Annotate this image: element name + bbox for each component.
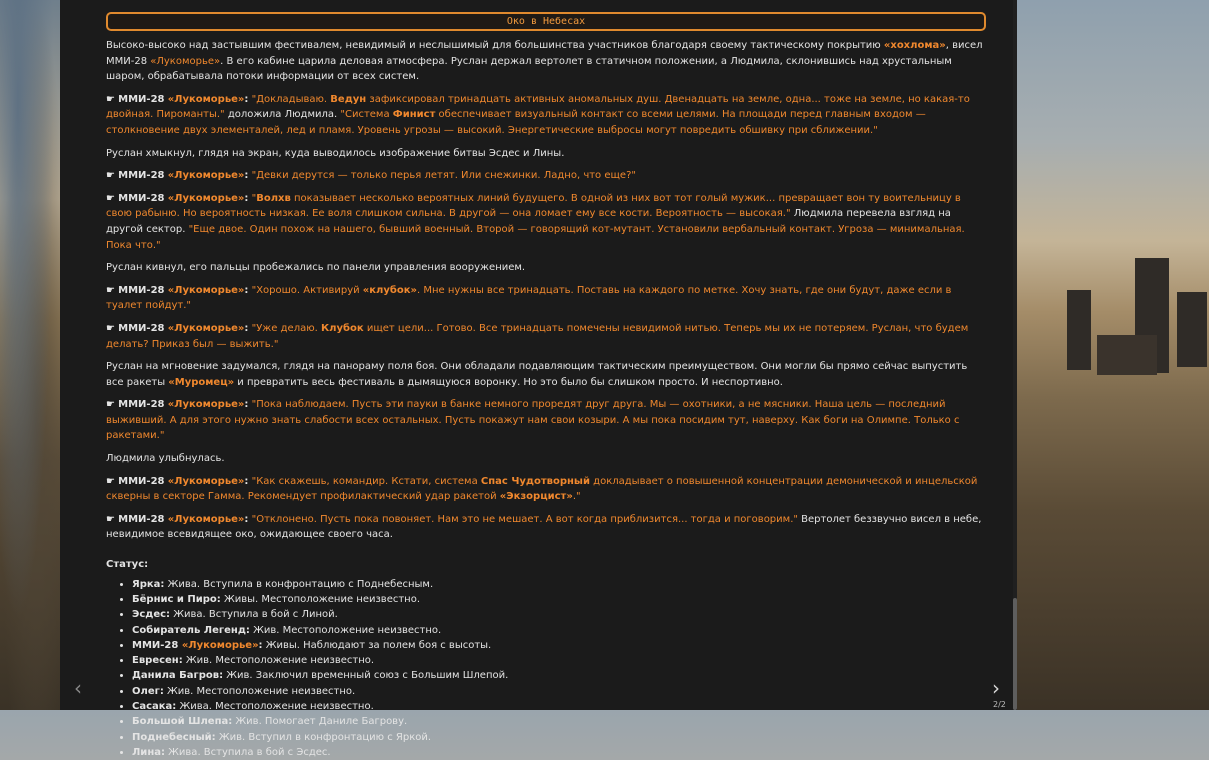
status-item: • Олег: Жив. Местоположение неизвестно. xyxy=(132,684,986,699)
pointing-hand-icon: ☛ xyxy=(106,399,115,411)
status-item: • Сасака: Жива. Местоположение неизвестно. xyxy=(132,699,986,714)
status-heading: Статус: xyxy=(106,559,149,571)
section-title: Око в Небесах xyxy=(106,12,986,31)
narration-paragraph: Людмила улыбнулась. xyxy=(106,453,225,465)
status-item: • Собиратель Легенд: Жив. Местоположение неизвестно. xyxy=(132,623,986,638)
swipe-counter: 2/2 xyxy=(993,700,1006,709)
pointing-hand-icon: ☛ xyxy=(106,170,115,182)
narration-paragraph: Высоко-высоко над застывшим фестивалем, невидимый и неслышимый для большинства участников благодаря своему тактическому покрытию «хохлома», висел ММИ-28 «Лукоморье». В его кабине царила деловая атмосфера. Руслан держал вертолет в статичном положении, а Людмила, склонившись над хрустальным шаром, обрабатывала потоки информации от всех систем. xyxy=(106,40,983,83)
ruin-shape xyxy=(1067,290,1091,370)
scrollbar-thumb[interactable] xyxy=(1013,598,1017,710)
status-item: • Эсдес: Жива. Вступила в бой с Линой. xyxy=(132,607,986,622)
message-content xyxy=(106,0,986,760)
pointing-hand-icon: ☛ xyxy=(106,322,115,334)
status-item: • Лина: Жива. Вступила в бой с Эсдес. xyxy=(132,745,986,760)
status-item: • Евресен: Жив. Местоположение неизвестно. xyxy=(132,653,986,668)
pointing-hand-icon: ☛ xyxy=(106,192,115,204)
dialogue-paragraph: ☛ ММИ-28 «Лукоморье»: "Пока наблюдаем. Пусть эти пауки в банке немного проредят друг друга. Мы — охотники, а не мясники. Наша цель — последний выживший. А для этого нужно знать слабости всех остальных. Пусть покажут нам свои козыри. А мы пока посидим тут, наверху. Как боги на Олимпе. Только с ракетами." xyxy=(106,399,960,442)
ruin-shape xyxy=(1097,335,1157,375)
dialogue-paragraph: ☛ ММИ-28 «Лукоморье»: "Докладываю. Ведун зафиксировал тринадцать активных аномальных душ. Двенадцать на земле, одна... тоже на земле, но какая-то двойная. Пироманты." доложила Людмила. "Система Финист обеспечивает визуальный контакт со всеми целями. На площади перед главным входом — столкновение двух элементалей, лед и пламя. Уровень угрозы — высокий. Энергетические выбросы могут повредить обшивку при сближении." xyxy=(106,93,970,136)
status-item: • Данила Багров: Жив. Заключил временный союз с Большим Шлепой. xyxy=(132,668,986,683)
status-item: • Ярка: Жива. Вступила в конфронтацию с Поднебесным. xyxy=(132,577,986,592)
pointing-hand-icon: ☛ xyxy=(106,284,115,296)
pointing-hand-icon: ☛ xyxy=(106,513,115,525)
background-left xyxy=(0,0,60,710)
prev-swipe-icon[interactable]: ‹ xyxy=(74,676,82,700)
status-item: • ММИ-28 «Лукоморье»: Живы. Наблюдают за полем боя с высоты. xyxy=(132,638,986,653)
status-item: • Поднебесный: Жив. Вступил в конфронтацию с Яркой. xyxy=(132,730,986,745)
chat-panel xyxy=(60,0,1013,758)
status-item: • Большой Шлепа: Жив. Помогает Даниле Багрову. xyxy=(132,714,986,729)
narration-paragraph: Руслан хмыкнул, глядя на экран, куда выводилось изображение битвы Эсдес и Лины. xyxy=(106,147,565,159)
pointing-hand-icon: ☛ xyxy=(106,475,115,487)
narration-paragraph: Руслан на мгновение задумался, глядя на панораму поля боя. Они обладали подавляющим тактическим преимуществом. Они могли бы прямо сейчас выпустить все ракеты «Муромец» и превратить весь фестиваль в дымящуюся воронку. Но это было бы слишком просто. И неспортивно. xyxy=(106,361,968,388)
dialogue-paragraph: ☛ ММИ-28 «Лукоморье»: "Отклонено. Пусть пока повоняет. Нам это не мешает. А вот когда приблизится... тогда и поговорим." Вертолет беззвучно висел в небе, невидимое всевидящее око, ожидающее своего часа. xyxy=(106,513,982,541)
next-swipe-icon[interactable]: › xyxy=(992,676,1000,700)
status-item: • Бёрнис и Пиро: Живы. Местоположение неизвестно. xyxy=(132,592,986,607)
dialogue-paragraph: ☛ ММИ-28 «Лукоморье»: "Волхв показывает несколько вероятных линий будущего. В одной из них вот тот голый мужик... превращает вон ту воительницу в свою рабыню. Но вероятность низкая. Ее воля слишком сильна. В другой — она ломает ему все кости. Вероятность — высокая." Людмила перевела взгляд на другой сектор. "Еще двое. Один похож на нашего, бывший военный. Второй — говорящий кот-мутант. Установили вербальный контакт. Угроза — минимальная. Пока что." xyxy=(106,192,965,251)
status-list xyxy=(106,577,986,760)
scrollbar[interactable] xyxy=(1013,0,1017,710)
background-right xyxy=(1017,0,1209,710)
dialogue-paragraph: ☛ ММИ-28 «Лукоморье»: "Девки дерутся — только перья летят. Или снежинки. Ладно, что еще?" xyxy=(106,170,636,182)
pointing-hand-icon: ☛ xyxy=(106,93,115,105)
clipped-previous-text xyxy=(106,0,986,1)
dialogue-paragraph: ☛ ММИ-28 «Лукоморье»: "Как скажешь, командир. Кстати, система Спас Чудотворный докладывает о повышенной концентрации демонической и инцельской скверны в секторе Гамма. Рекомендует профилактический удар ракетой «Экзорцист»." xyxy=(106,475,978,503)
narration-paragraph: Руслан кивнул, его пальцы пробежались по панели управления вооружением. xyxy=(106,262,526,274)
ruin-shape xyxy=(1177,292,1207,367)
dialogue-paragraph: ☛ ММИ-28 «Лукоморье»: "Уже делаю. Клубок ищет цели... Готово. Все тринадцать помечены невидимой нитью. Теперь мы их не потеряем. Руслан, что будем делать? Приказ был — выжить." xyxy=(106,322,969,350)
dialogue-paragraph: ☛ ММИ-28 «Лукоморье»: "Хорошо. Активируй «клубок». Мне нужны все тринадцать. Поставь на каждого по метке. Хочу знать, где они будут, даже если в туалет пойдут." xyxy=(106,284,952,312)
